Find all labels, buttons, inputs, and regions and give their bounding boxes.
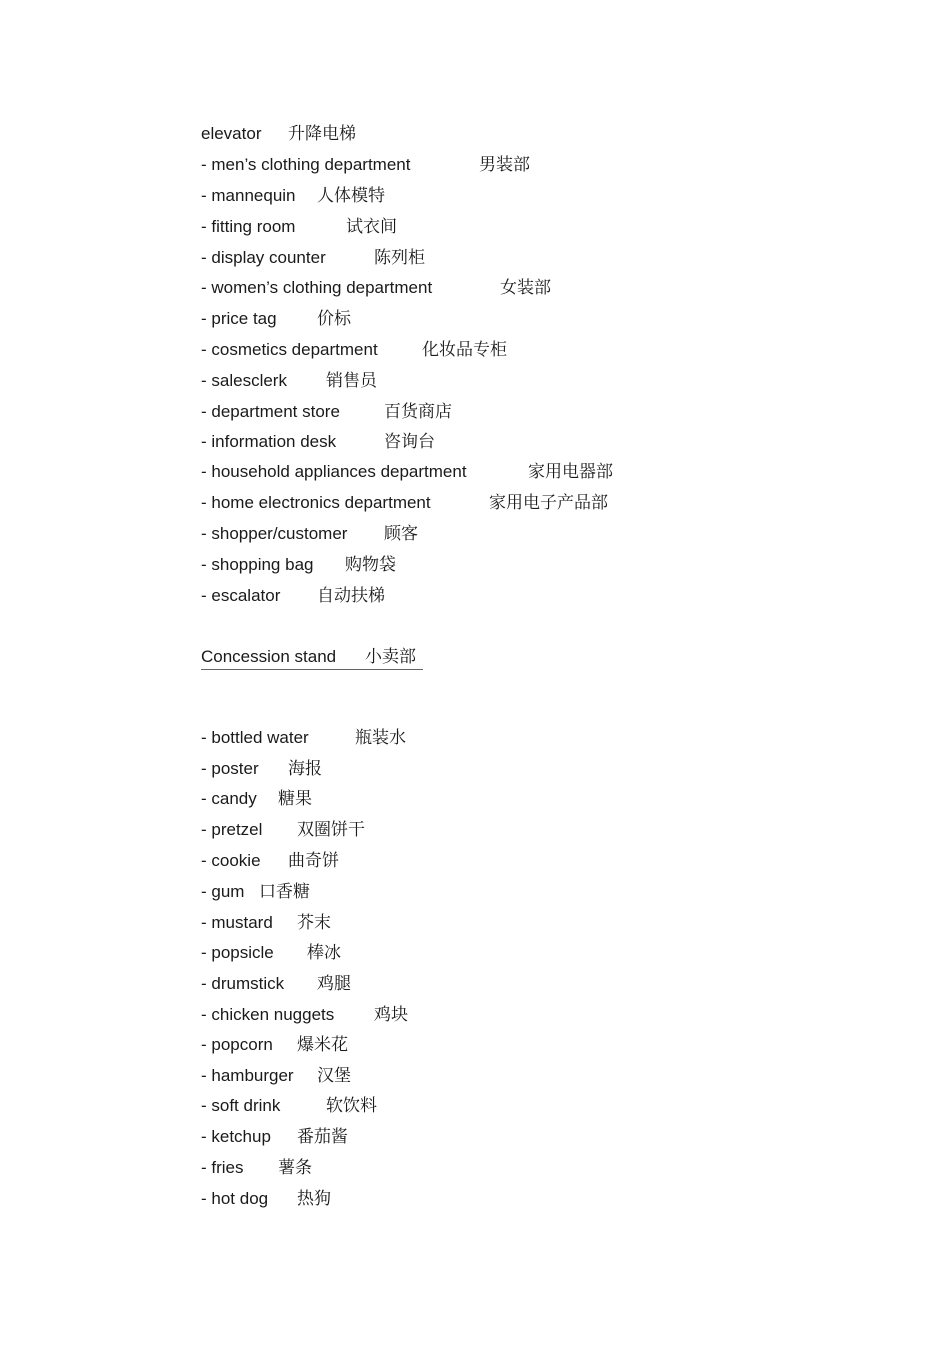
section2-title-en: Concession stand (201, 647, 337, 666)
vocab-en: - information desk (201, 432, 337, 451)
vocab-en: - hamburger (201, 1066, 294, 1085)
vocab-zh: 热狗 (297, 1189, 331, 1209)
vocab-en: - cookie (201, 851, 261, 870)
vocab-zh: 口香糖 (259, 882, 310, 902)
vocab-en: - price tag (201, 309, 277, 328)
vocab-zh: 番茄酱 (297, 1127, 348, 1147)
vocab-zh: 薯条 (278, 1158, 312, 1178)
vocab-zh: 鸡腿 (317, 974, 351, 994)
vocab-zh: 糖果 (278, 789, 312, 809)
vocab-zh: 软饮料 (326, 1096, 377, 1116)
vocab-en: - women’s clothing department (201, 278, 433, 297)
vocab-en: - department store (201, 402, 340, 421)
section1-title-en: elevator (201, 124, 262, 143)
vocab-zh: 销售员 (326, 371, 377, 391)
vocab-en: - escalator (201, 586, 281, 605)
vocab-zh: 顾客 (384, 524, 418, 544)
vocab-en: - men’s clothing department (201, 155, 411, 174)
vocab-zh: 咨询台 (384, 432, 435, 452)
vocab-zh: 自动扶梯 (317, 586, 385, 606)
vocab-en: - soft drink (201, 1096, 281, 1115)
section2-heading (201, 645, 423, 670)
vocab-zh: 鸡块 (374, 1005, 408, 1025)
section1-title-zh: 升降电梯 (288, 124, 356, 144)
vocab-en: - fitting room (201, 217, 296, 236)
vocab-zh: 双圈饼干 (297, 820, 365, 840)
vocab-en: - candy (201, 789, 257, 808)
vocab-zh: 曲奇饼 (288, 851, 339, 871)
vocab-en: - popsicle (201, 943, 274, 962)
vocab-en: - chicken nuggets (201, 1005, 335, 1024)
vocab-zh: 试衣间 (346, 217, 397, 237)
vocab-zh: 汉堡 (317, 1066, 351, 1086)
vocab-en: - cosmetics department (201, 340, 378, 359)
vocab-en: - bottled water (201, 728, 309, 747)
vocab-zh: 家用电子产品部 (489, 493, 608, 513)
vocab-en: - pretzel (201, 820, 263, 839)
vocab-en: - display counter (201, 248, 326, 267)
vocab-zh: 海报 (288, 759, 322, 779)
vocab-zh: 男装部 (479, 155, 530, 175)
vocab-en: - gum (201, 882, 245, 901)
vocab-zh: 购物袋 (345, 555, 396, 575)
vocab-zh: 女装部 (500, 278, 551, 298)
vocab-zh: 人体模特 (317, 186, 385, 206)
vocab-en: - drumstick (201, 974, 285, 993)
vocab-en: - mannequin (201, 186, 296, 205)
vocab-zh: 百货商店 (384, 402, 452, 422)
vocab-en: - household appliances department (201, 462, 467, 481)
vocab-en: - ketchup (201, 1127, 271, 1146)
vocab-en: - mustard (201, 913, 273, 932)
vocab-en: - fries (201, 1158, 244, 1177)
vocab-zh: 化妆品专柜 (422, 340, 507, 360)
vocab-en: - popcorn (201, 1035, 273, 1054)
vocab-en: - hot dog (201, 1189, 269, 1208)
vocab-zh: 芥末 (297, 913, 331, 933)
vocab-zh: 棒冰 (307, 943, 341, 963)
vocab-zh: 陈列柜 (374, 248, 425, 268)
section2-title-zh: 小卖部 (365, 647, 416, 667)
vocab-en: - shopping bag (201, 555, 314, 574)
vocab-en: - poster (201, 759, 259, 778)
vocab-zh: 家用电器部 (528, 462, 613, 482)
vocab-zh: 瓶装水 (355, 728, 406, 748)
vocab-zh: 爆米花 (297, 1035, 348, 1055)
vocab-en: - home electronics department (201, 493, 431, 512)
vocab-en: - shopper/customer (201, 524, 348, 543)
vocab-en: - salesclerk (201, 371, 287, 390)
vocab-zh: 价标 (317, 309, 351, 329)
